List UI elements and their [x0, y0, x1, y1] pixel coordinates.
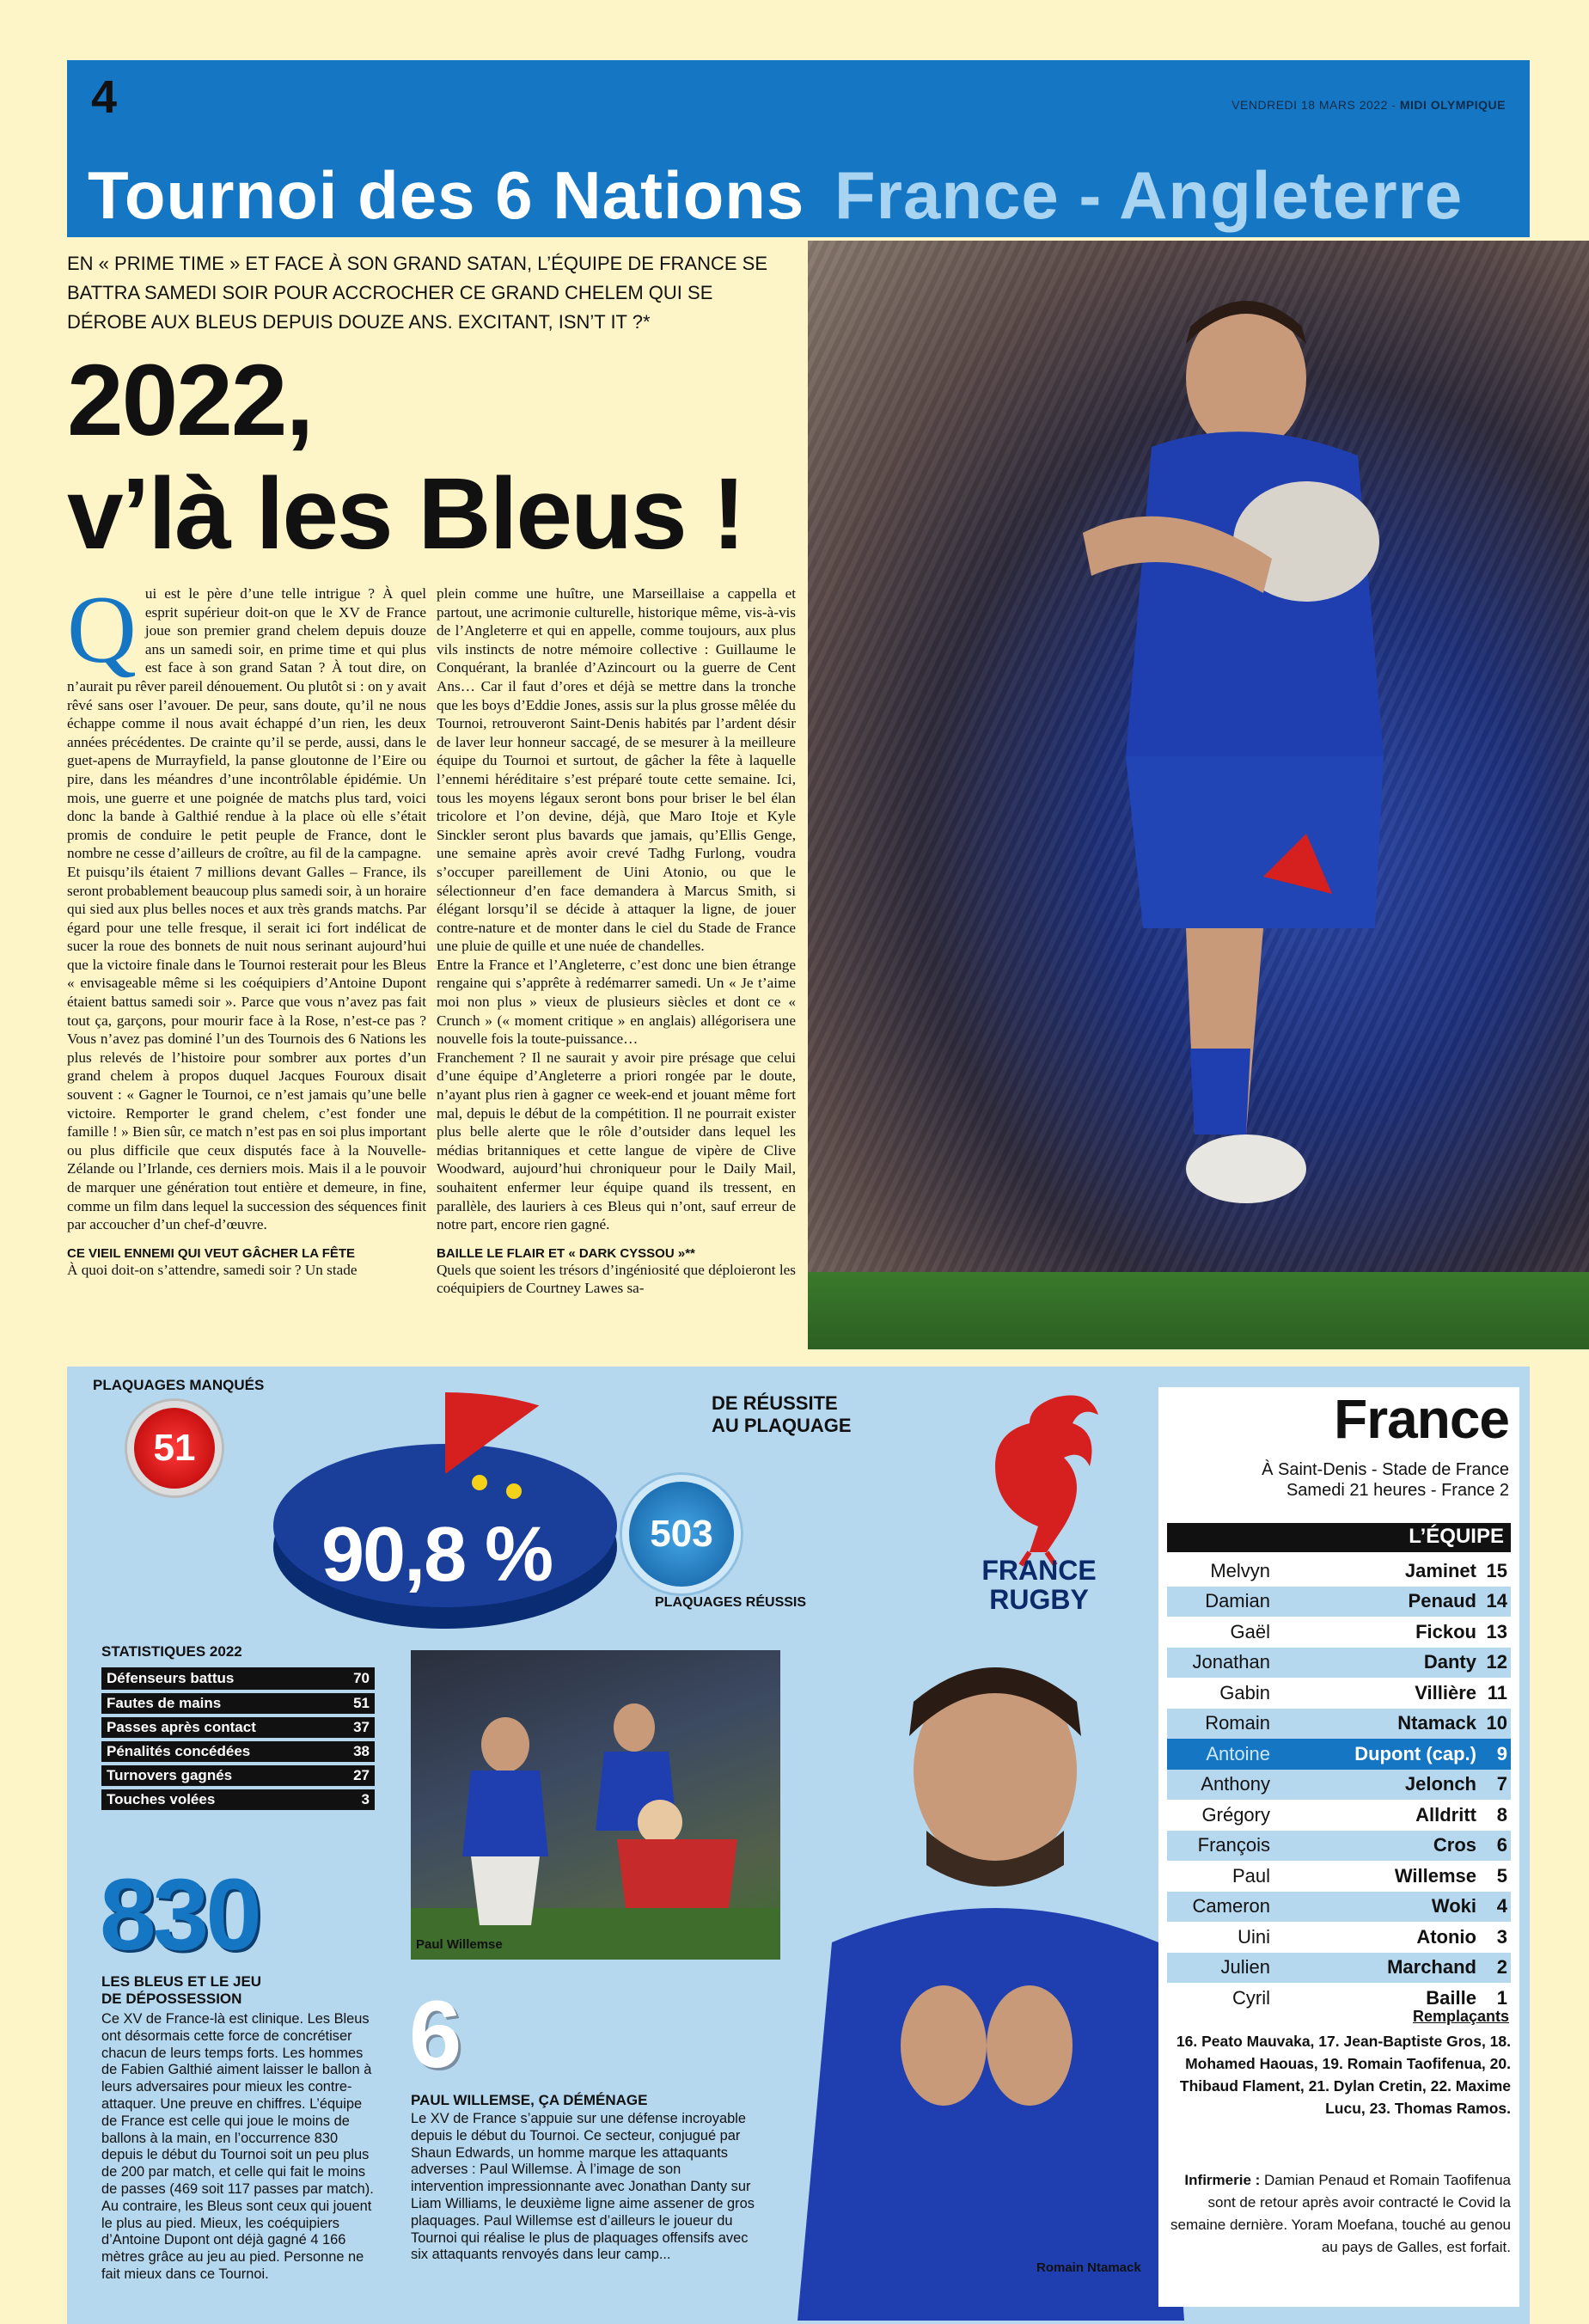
paper-name: MIDI OLYMPIQUE	[1399, 98, 1506, 112]
player-first-name: Gabin	[1219, 1681, 1270, 1703]
made-tackles-label: PLAQUAGES RÉUSSIS	[655, 1595, 807, 1610]
player-last-name: Dupont (cap.)	[1354, 1742, 1476, 1764]
success-label-line-2: AU PLAQUAGE	[712, 1415, 852, 1436]
table-row	[101, 1691, 375, 1715]
roster-row	[1167, 1831, 1511, 1862]
stat-value: 70	[306, 1667, 375, 1691]
table-row	[101, 1764, 375, 1788]
section-830-title	[101, 1973, 261, 2008]
team-roster	[1167, 1556, 1511, 2014]
stat-value: 37	[306, 1715, 375, 1740]
player-last-name: Willemse	[1394, 1864, 1476, 1887]
roster-row	[1167, 1678, 1511, 1709]
match-title: France - Angleterre	[834, 157, 1464, 233]
rugby-player-illustration	[1048, 275, 1409, 1263]
player-number: 15	[1486, 1559, 1507, 1581]
player-first-name: Cameron	[1192, 1895, 1270, 1917]
pitch-grass	[808, 1272, 1589, 1349]
player-last-name: Cros	[1433, 1834, 1476, 1856]
stat-value: 51	[306, 1691, 375, 1715]
match-venue	[1262, 1459, 1509, 1501]
paragraph: Quels que soient les trésors d’ingéniosité que déploieront les coéquipiers de Courtney Lawes sa-	[437, 1261, 796, 1297]
section-830-text: Ce XV de France-là est clinique. Les Bleus ont désormais cette force de concrétiser chacun de leurs temps forts. Les hommes de Fabien Galthié aiment laisser le ballon à leurs adversaires pour mieux les contre-attaquer. Une preuve en chiffres. L’équipe de France est celle qui joue le moins de ballons à la main, en l’occurrence 830 depuis le début du Tournoi soit un peu plus de 200 par match, et celle qui fait le moins de passes (469 soit 117 passes par match). Au contraire, les Bleus sont ceux qui jouent le plus au pied. Mieux, les coéquipiers d’Antoine Dupont ont déjà gagné 4 166 mètres grâce au jeu au pied. Personne ne fait mieux dans ce Tournoi.	[101, 2011, 374, 2282]
player-number: 9	[1496, 1742, 1507, 1764]
roster-row	[1167, 1861, 1511, 1892]
roster-row	[1167, 1800, 1511, 1831]
player-number: 11	[1487, 1681, 1507, 1703]
player-last-name: Jelonch	[1404, 1773, 1476, 1795]
roster-row	[1167, 1587, 1511, 1618]
photo-caption: Paul Willemse	[416, 1937, 503, 1952]
paragraph: Et puisqu’ils étaient 7 millions devant Galles – France, ils seront probablement beaucoup plus samedi soir, à un horaire qui sied aux plus belles noces et aux très grands matchs. Par égard pour une telle fresque, il serait ici fort indélicat de sucer la roue des bonnets de nuit nous serinant aujourd’hui que la victoire finale dans le Tournoi resterait pour les Bleus « envisageable même si les coéquipiers d’Antoine Dupont étaient battus samedi soir ». Parce que vous n’avez pas fait tout ça, garçons, pour mourir face à la Rose, n’est-ce pas ? Vous n’avez pas dominé l’un des Tournois des 6 Nations les plus relevés de l’histoire pour sombrer aux portes d’un grand chelem à propos duquel Jacques Fouroux disait souvent : « Gagner le Tournoi, ce n’est jamais qu’une belle victoire. Remporter le grand chelem, c’est fonder une famille ! » Bien sûr, ce match n’est pas en soi plus important ou plus difficile que ceux disputés face à la Nouvelle-Zélande ou l’Irlande, ces derniers mois. Mais il a le pouvoir de marquer une génération tout entière et demeure, in fine, comme un film dans lequel la succession des séquences finit par accoucher d’un chef-d’œuvre.	[67, 863, 426, 1233]
paragraph: Entre la France et l’Angleterre, c’est donc une bien étrange rengaine qui s’apprête à redémarrer samedi. Un « Je t’aime moi non plus » vieux de plusieurs siècles et dont ce « Crunch » (« moment critique » en anglais) allégorisera une nouvelle fois la toute-puissance…	[437, 956, 796, 1048]
stats-title: STATISTIQUES 2022	[101, 1643, 242, 1660]
player-first-name: Cyril	[1232, 1986, 1270, 2009]
roster-row	[1167, 1922, 1511, 1953]
article-chapo: EN « PRIME TIME » ET FACE À SON GRAND SATAN, L’ÉQUIPE DE FRANCE SE BATTRA SAMEDI SOIR POUR ACCROCHER CE GRAND CHELEM QUI SE DÉROBE AUX BLEUS DEPUIS DOUZE ANS. EXCITANT, ISN’T IT ?*	[67, 253, 767, 333]
player-first-name: Jonathan	[1192, 1651, 1270, 1673]
player-first-name: Paul	[1231, 1864, 1270, 1887]
player-first-name: Damian	[1205, 1590, 1270, 1612]
made-tackles-value: 503	[622, 1475, 741, 1593]
france-rugby-logo	[966, 1556, 1112, 1614]
drop-cap: Q	[67, 577, 137, 683]
logo-line: RUGBY	[989, 1584, 1089, 1615]
kickoff: Samedi 21 heures - France 2	[1286, 1481, 1509, 1500]
player-number: 13	[1486, 1620, 1507, 1642]
dot-marker	[506, 1483, 522, 1499]
subheading: BAILLE LE FLAIR ET « DARK CYSSOU »**	[437, 1245, 695, 1261]
headline-line-1: 2022,	[67, 344, 313, 457]
ntamack-caption: Romain Ntamack	[1036, 2260, 1141, 2275]
player-first-name: Gaël	[1230, 1620, 1270, 1642]
page-number: 4	[91, 71, 118, 123]
player-first-name: Anthony	[1201, 1773, 1270, 1795]
section-6-title: PAUL WILLEMSE, ÇA DÉMÉNAGE	[411, 2092, 648, 2108]
article-headline	[67, 344, 806, 571]
player-last-name: Danty	[1423, 1651, 1476, 1673]
player-number: 12	[1486, 1651, 1507, 1673]
player-last-name: Villière	[1415, 1681, 1476, 1703]
player-first-name: Grégory	[1201, 1803, 1270, 1826]
header-band	[67, 60, 1530, 237]
stat-label: Fautes de mains	[101, 1691, 306, 1715]
player-last-name: Fickou	[1415, 1620, 1476, 1642]
player-last-name: Atonio	[1416, 1925, 1476, 1948]
team-card	[1158, 1387, 1519, 2307]
stat-830: 830	[100, 1858, 259, 1972]
venue: À Saint-Denis - Stade de France	[1262, 1460, 1509, 1479]
subheading: CE VIEIL ENNEMI QUI VEUT GÂCHER LA FÊTE	[67, 1245, 356, 1261]
roster-row	[1167, 1709, 1511, 1740]
missed-tackles-value: 51	[127, 1401, 222, 1495]
equipe-header: L’ÉQUIPE	[1167, 1523, 1511, 1552]
player-first-name: François	[1197, 1834, 1270, 1856]
player-number: 10	[1486, 1712, 1507, 1734]
player-number: 2	[1496, 1956, 1507, 1978]
rooster-logo-icon	[961, 1380, 1115, 1569]
section-6-text: Le XV de France s’appuie sur une défense incroyable depuis le début du Tournoi. Ce secteur, conjugué par Shaun Edwards, un homme marque les attaquants adverses : Paul Willemse. À l’image de son intervention impressionnante avec Jonathan Danty sur Liam Williams, le deuxième ligne aime assener de gros plaquages. Paul Willemse est d’ailleurs le joueur du Tournoi qui réalise le plus de plaquages offensifs avec six attaquants renvoyés dans leur camp...	[411, 2111, 755, 2263]
substitutes-title: Remplaçants	[1412, 2008, 1509, 2025]
player-last-name: Ntamack	[1397, 1712, 1476, 1734]
table-row	[101, 1715, 375, 1740]
player-number: 5	[1496, 1864, 1507, 1887]
player-last-name: Baille	[1426, 1986, 1476, 2009]
hero-photo	[808, 241, 1589, 1349]
team-title: France	[1334, 1388, 1509, 1450]
player-first-name: Julien	[1220, 1956, 1270, 1978]
stat-label: Pénalités concédées	[101, 1740, 306, 1764]
roster-row	[1167, 1556, 1511, 1587]
stat-value: 3	[306, 1788, 375, 1812]
table-row	[101, 1740, 375, 1764]
ntamack-illustration	[780, 1616, 1184, 2321]
paragraph: À quoi doit-on s’attendre, samedi soir ? Un stade	[67, 1261, 358, 1278]
players-illustration	[411, 1650, 780, 1960]
injury-label: Infirmerie :	[1184, 2172, 1261, 2188]
missed-tackles-label: PLAQUAGES MANQUÉS	[93, 1377, 265, 1393]
player-first-name: Antoine	[1206, 1742, 1270, 1764]
player-first-name: Melvyn	[1210, 1559, 1270, 1581]
tackle-success-percent: 90,8 %	[321, 1512, 553, 1598]
injury-text: Damian Penaud et Romain Taofifenua sont de retour après avoir contracté le Covid la semaine dernière. Yoram Moefana, touché au genou au pays de Galles, est forfait.	[1170, 2172, 1511, 2255]
dateline	[1231, 98, 1506, 112]
player-number: 8	[1496, 1803, 1507, 1826]
willemse-photo	[411, 1650, 780, 1960]
article-column-2	[437, 584, 796, 1298]
player-last-name: Woki	[1431, 1895, 1476, 1917]
dot-marker	[472, 1475, 487, 1490]
roster-row	[1167, 1892, 1511, 1923]
logo-line: FRANCE	[981, 1555, 1097, 1586]
success-label	[712, 1392, 852, 1437]
table-row	[101, 1788, 375, 1812]
roster-row	[1167, 1617, 1511, 1648]
roster-row	[1167, 1739, 1511, 1770]
stat-label: Turnovers gagnés	[101, 1764, 306, 1788]
table-row	[101, 1667, 375, 1691]
player-first-name: Uini	[1238, 1925, 1270, 1948]
section-title	[88, 156, 1463, 235]
stat-value: 27	[306, 1764, 375, 1788]
stat-label: Défenseurs battus	[101, 1667, 306, 1691]
player-first-name: Romain	[1205, 1712, 1270, 1734]
title-line: LES BLEUS ET LE JEU	[101, 1973, 262, 1990]
stat-label: Touches volées	[101, 1788, 306, 1812]
roster-row	[1167, 1953, 1511, 1984]
issue-date: VENDREDI 18 MARS 2022 -	[1231, 98, 1396, 112]
player-last-name: Jaminet	[1404, 1559, 1476, 1581]
paragraph: plein comme une huître, une Marseillaise a cappella et partout, une acrimonie culturelle, historique même, vis-à-vis de l’Angleterre et qui en appelle, comme toujours, aux plus vils instincts de notre mémoire collective : Guillaume le Conquérant, la branlée d’Azincourt ou la guerre de Cent Ans… Car il faut d’ores et déjà se mettre dans la tronche que les boys d’Eddie Jones, assis sur la plus grosse mêlée du Tournoi, retrouveront Saint-Denis habités par l’ardent désir de laver leur honneur saccagé, de se mesurer à la meilleure équipe du Tournoi et surtout, de gâcher la fête à laquelle l’ennemi héréditaire s’est préparé toute cette semaine. Ici, tous les moyens légaux seront bons pour briser le bel élan tricolore et l’on devine, déjà, que Maro Itoje et Kyle Sinckler seront plus bavards que jamais, qu’Ellis Genge, une semaine après avoir crevé Tadhg Furlong, voudra s’occuper pareillement de Uini Atonio, ou que le sélectionneur d’en face demandera à Marcus Smith, si élégant lorsqu’il se décide à attaquer la ligne, de jouer contre-nature et de monter dans le ciel du Stade de France une pluie de quille et une nuée de chandelles.	[437, 585, 796, 955]
player-number: 1	[1496, 1986, 1507, 2009]
injury-note	[1167, 2169, 1511, 2259]
headline-line-2: v’là les Bleus !	[67, 457, 744, 571]
success-label-line-1: DE RÉUSSITE	[712, 1392, 838, 1414]
player-last-name: Alldritt	[1415, 1803, 1476, 1826]
player-number: 7	[1496, 1773, 1507, 1795]
roster-row	[1167, 1770, 1511, 1801]
stats-panel	[67, 1367, 1530, 2324]
player-number: 3	[1496, 1925, 1507, 1948]
stat-6: 6	[409, 1982, 462, 2088]
player-last-name: Penaud	[1408, 1590, 1476, 1612]
roster-row	[1167, 1648, 1511, 1679]
stat-label: Passes après contact	[101, 1715, 306, 1740]
paragraph: ui est le père d’une telle intrigue ? À quel esprit supérieur doit-on que le XV de France joue son premier grand chelem depuis douze ans un samedi soir, en prime time et qui plus est face à son grand Satan ? À tout dire, on n’aurait pu rêver pareil dénouement. Ou plutôt si : on y avait rêvé sans oser l’avouer. De peur, sans doute, qu’il ne nous échappe comme il nous avait échappé d’un rien, les deux années précédentes. De crainte qu’il se perde, aussi, dans le guet-apens de Murrayfield, la panse gloutonne de l’Eire ou pire, dans les méandres d’une incontrôlable épidémie. Un mois, une guerre et une poignée de matchs plus tard, voici donc la bande à Galthié rendue à la place où elle s’était promis de conduire le petit peuple de France, dont le nombre ne cesse d’ailleurs de croître, au fil de la campagne.	[67, 585, 426, 862]
stat-value: 38	[306, 1740, 375, 1764]
paragraph: Franchement ? Il ne saurait y avoir pire présage que celui d’une équipe d’Angleterre a priori rongée par le doute, n’ayant plus rien à gagner ce week-end et jouant même fort mal, depuis le début de la compétition. Il ne pourrait exister plus belle alerte que le rôle d’outsider dans lequel les médias britanniques et cette langue de vipère de Clive Woodward, aujourd’hui chroniqueur pour le Daily Mail, souhaitent enfermer leur équipe quand ils tressent, en parallèle, des lauriers à ces Bleus qui n’ont, sauf erreur de notre part, encore rien gagné.	[437, 1049, 796, 1233]
section-name: Tournoi des 6 Nations	[88, 157, 805, 233]
player-last-name: Marchand	[1387, 1956, 1476, 1978]
player-number: 14	[1486, 1590, 1507, 1612]
article-column-1	[67, 577, 426, 1279]
player-number: 6	[1496, 1834, 1507, 1856]
title-line: DE DÉPOSSESSION	[101, 1991, 242, 2007]
stats-table	[101, 1667, 375, 1813]
player-number: 4	[1496, 1895, 1507, 1917]
substitutes-list: 16. Peato Mauvaka, 17. Jean-Baptiste Gros, 18. Mohamed Haouas, 19. Romain Taofifenua, 20. Thibaud Flament, 21. Dylan Cretin, 22. Maxime Lucu, 23. Thomas Ramos.	[1176, 2033, 1511, 2117]
